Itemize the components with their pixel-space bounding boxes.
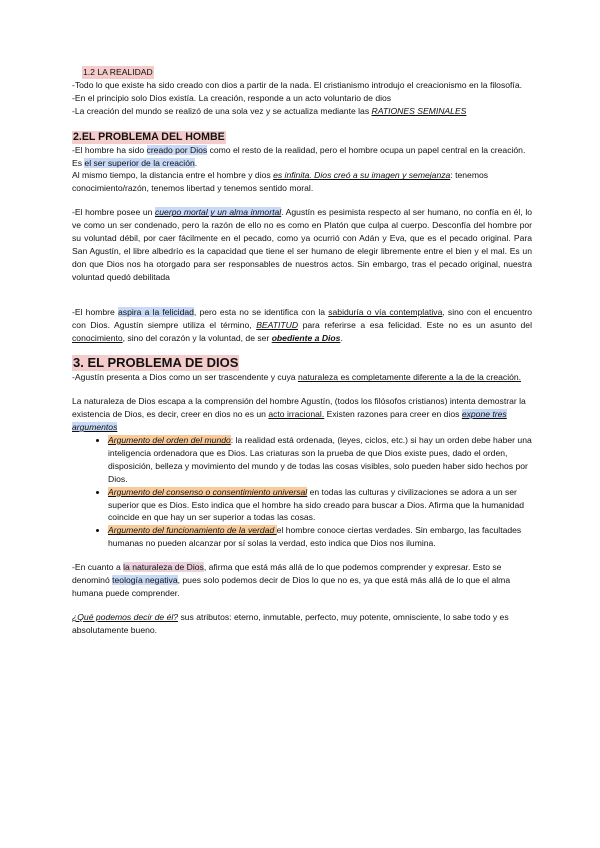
text: , afirma que está más allá de lo que podemos comprender y expresar. Esto se denominó <box>72 562 502 586</box>
text: -Todo lo que existe ha sido creado con dios a partir de la nada. El cristianismo introdujo el creacionismo en la filosofía. <box>72 79 522 90</box>
highlight: la naturaleza de Dios <box>123 562 204 573</box>
paragraph <box>72 611 532 637</box>
highlight: cuerpo mortal y un alma inmortal <box>154 207 282 218</box>
section-3-heading: 3. EL PROBLEMA DE DIOS <box>73 355 239 371</box>
arguments-list <box>72 434 532 550</box>
text: -En cuanto a <box>72 562 124 573</box>
argument-title: Argumento del funcionamiento de la verdad <box>108 525 277 536</box>
paragraph <box>72 92 532 105</box>
paragraph <box>72 105 532 118</box>
text: -El hombre <box>72 306 118 317</box>
text: , pero esta no se identifica con la <box>193 306 329 317</box>
text: : la realidad está ordenada, (leyes, ciclos, etc.) si hay un orden debe haber una inteligencia ordenadora que es Dios. Las criaturas son la prueba de que Dios existe pues, dado el orden, disposición, belleza y movimiento del mundo y de todas las cosas visibles, solo pueden haber sido hechos por Dios. <box>108 435 532 484</box>
text: en todas las culturas y civilizaciones se adora a un ser superior que es Dios. Esto indica que el hombre ha sido creado para buscar a Dios. Afirma que la humanidad coincide en que hay un ser superior a todas las cosas. <box>108 486 525 523</box>
text: el hombre conoce ciertas verdades. Sin embargo, las facultades humanas no pueden alcanzar por sí solas la verdad, esto indica que Dios nos ilumina. <box>108 525 522 549</box>
text: Al mismo tiempo, la distancia entre el hombre y dios <box>72 170 274 181</box>
text: como el resto de la realidad, pero el hombre ocupa un papel central en la creación. Es <box>72 144 526 168</box>
text: . <box>340 332 343 343</box>
text: : tenemos conocimiento/razón, tenemos libertad y tenemos sentido moral. <box>72 170 489 194</box>
emphasis: obediente a Dios <box>271 332 341 343</box>
text: La naturaleza de Dios escapa a la comprensión del hombre Agustín, (todos los filósofos cristianos) intenta demostrar la existencia de Dios, es decir, creer en dios no es un <box>72 396 526 420</box>
beatitud-term: BEATITUD <box>256 319 299 330</box>
text: , pues solo podemos decir de Dios lo que no es, ya que está más allá de lo que el alma humana puede comprender. <box>72 575 511 598</box>
underline: sabiduría o vía contemplativa <box>328 306 443 317</box>
section-2 <box>72 129 532 144</box>
text: para referirse a esa felicidad. Este no es un asunto del <box>298 319 532 330</box>
section-3 <box>72 355 532 371</box>
argument-title: Argumento del orden del mundo <box>108 435 231 446</box>
list-item <box>108 486 532 525</box>
argument-title: Argumento del consenso o consentimiento universal <box>108 486 308 497</box>
text: -El hombre posee un <box>72 207 155 218</box>
paragraph <box>72 169 532 195</box>
question: ¿Qué podemos decir de él? <box>72 611 179 622</box>
section-1-2-heading: 1.2 LA REALIDAD <box>83 67 153 77</box>
paragraph <box>72 371 532 384</box>
emphasis: es infinita. Dios creó a su imagen y semejanza <box>273 170 451 181</box>
highlight: expone tres argumentos <box>72 409 507 433</box>
underline: acto irracional. <box>268 409 325 420</box>
text: Existen razones para creer en dios <box>324 409 462 420</box>
text: . Agustín es pesimista respecto al ser humano, no confía en él, lo ve como un ser condenado, pero la razón de ello no es como en Platón que culpa al cuerpo. Desconfía del hombre por su voluntad débil, por caer fácilmente en el pecado, como ya ocurrió con Adán y Eva, que es el pecado original. Para San Agustín, el libre albedrío es la capacidad que tiene el ser humano de elegir libremente entre el bien y el mal. Es un don que Dios nos ha otorgado para ser responsables de nuestros actos. Sin embargo, tras el pecado original, nuestra voluntad quedó debilitada <box>72 207 533 282</box>
highlight: el ser superior de la creación <box>84 157 195 168</box>
text: -El hombre ha sido <box>72 144 147 155</box>
highlight: creado por Dios <box>146 144 208 155</box>
paragraph <box>72 306 532 345</box>
text: -Agustín presenta a Dios como un ser trascendente y cuya <box>72 372 298 383</box>
highlight: teología negativa <box>112 575 178 586</box>
section-2-heading: 2.EL PROBLEMA DEL HOMBE <box>73 130 225 143</box>
underline: conocimiento <box>72 332 123 343</box>
text: , sino con el encuentro con Dios. Agustín siempre utiliza el término, <box>72 306 532 330</box>
text: -La creación del mundo se realizó de una sola vez y se actualiza mediante las <box>72 105 372 116</box>
list-item <box>108 434 532 486</box>
text: . <box>194 157 198 168</box>
underline: naturaleza es completamente diferente a la de la creación. <box>297 372 522 383</box>
paragraph <box>72 206 532 283</box>
text: -En el principio solo Dios existía. La creación, responde a un acto voluntario de dios <box>72 92 392 103</box>
paragraph <box>72 395 532 434</box>
text: sus atributos: eterno, inmutable, perfecto, muy potente, omnisciente, lo sabe todo y es absolutamente bueno. <box>72 611 509 635</box>
paragraph <box>72 79 532 92</box>
paragraph <box>72 144 532 170</box>
section-1-2 <box>72 66 532 79</box>
rationes-seminales-term: RATIONES SEMINALES <box>371 105 467 116</box>
highlight: aspira a la felicidad <box>118 306 194 317</box>
list-item <box>108 524 532 550</box>
text: , sino del corazón y la voluntad, de ser <box>122 332 272 343</box>
paragraph <box>72 561 532 600</box>
document-page <box>72 66 532 637</box>
